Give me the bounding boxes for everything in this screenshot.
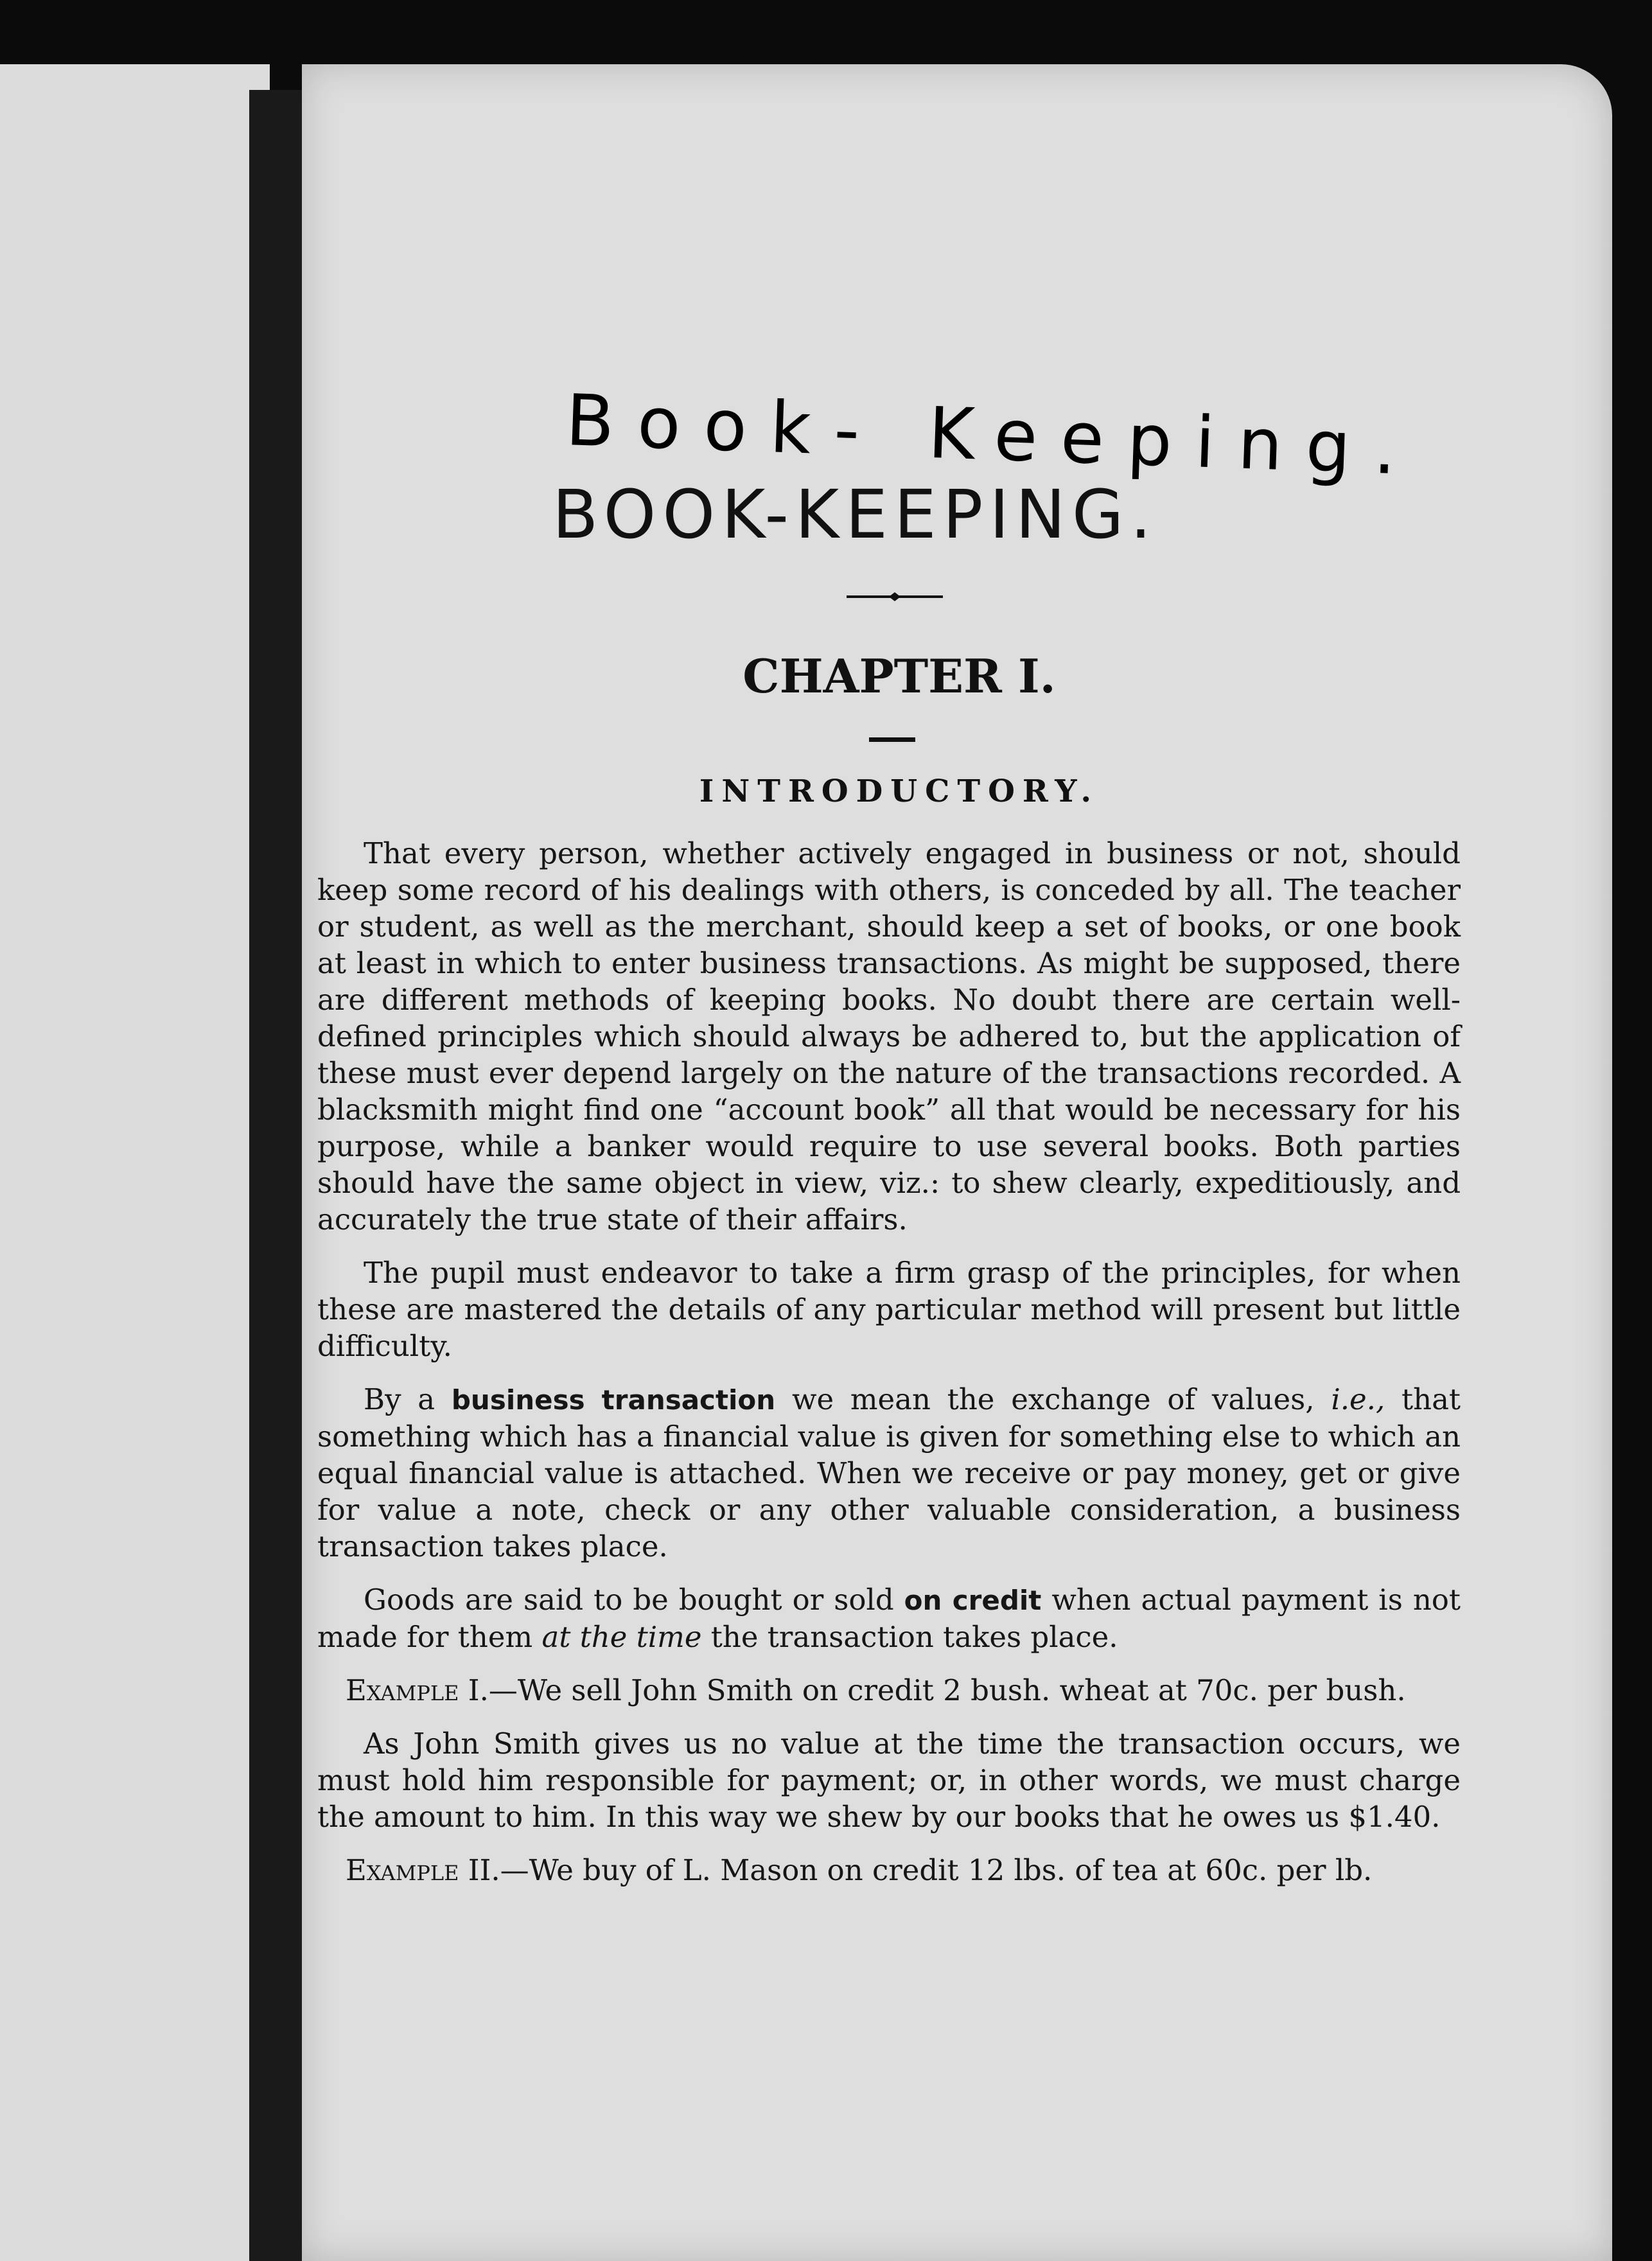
paragraph-4-pre: Goods are said to be bought or sold: [364, 1583, 904, 1617]
paragraph-3-pre: By a: [364, 1382, 435, 1416]
paragraph-4: [317, 1581, 1461, 1655]
example-1-label: Example I.: [346, 1673, 489, 1707]
example-1-text: —We sell John Smith on credit 2 bush. wheat at 70c. per bush.: [488, 1673, 1406, 1707]
title-ornament: [847, 592, 943, 602]
example-2-label: Example II.: [346, 1853, 500, 1887]
paragraph-2: The pupil must endeavor to take a firm grasp of the principles, for when these are mastered the details of any particular method will present but little difficulty.: [317, 1256, 1461, 1363]
term-on-credit: on credit: [904, 1585, 1042, 1616]
paragraph-3-post: we mean the exchange of values,: [791, 1382, 1331, 1416]
term-business-transaction: business transaction: [451, 1384, 776, 1416]
example-2: [317, 1852, 1461, 1888]
example-2-text: —We buy of L. Mason on credit 12 lbs. of tea at 60c. per lb.: [500, 1853, 1373, 1887]
page-title: BOOK-KEEPING.: [552, 475, 1158, 554]
chapter-rule: [869, 737, 915, 742]
handwritten-title-annotation: Book- Keeping.: [564, 379, 1421, 491]
paragraph-3-rest: that something which has a financial value is given for something else to which an equal financial value is attached. When we receive or pay money, get or give for value a note, check or any other valuable consideration, a business transaction takes place.: [317, 1382, 1461, 1563]
chapter-heading: CHAPTER I.: [743, 649, 1056, 703]
example-1: [317, 1672, 1461, 1709]
book-spine: [249, 90, 303, 2261]
paragraph-3: [317, 1381, 1461, 1565]
paragraph-4-post: the transaction takes place.: [701, 1620, 1118, 1654]
left-page-blank: [0, 64, 270, 2261]
body-text: [317, 835, 1461, 1905]
paragraph-1: That every person, whether actively engaged in business or not, should keep some record of his dealings with others, is conceded by all. The teacher or student, as well as the merchant, should keep a set of books, or one book at least in which to enter business transactions. As might be supposed, there are different methods of keeping books. No doubt there are certain well-defined principles which should always be adhered to, but the application of these must ever depend largely on the nature of the transactions recorded. A blacksmith might find one “account book” all that would be necessary for his purpose, while a banker would require to use several books. Both parties should have the same object in view, viz.: to shew clearly, expeditiously, and accurately the true state of their affairs.: [317, 836, 1461, 1236]
section-heading: INTRODUCTORY.: [699, 773, 1100, 809]
paragraph-3-italic: i.e.,: [1331, 1382, 1385, 1416]
paragraph-4-italic: at the time: [541, 1620, 702, 1654]
paragraph-4-mid: when actual payment is not made for them: [317, 1583, 1461, 1654]
paragraph-5: As John Smith gives us no value at the time the transaction occurs, we must hold him responsible for payment; or, in other words, we must charge the amount to him. In this way we shew by our books that he owes us $1.40.: [317, 1727, 1461, 1834]
